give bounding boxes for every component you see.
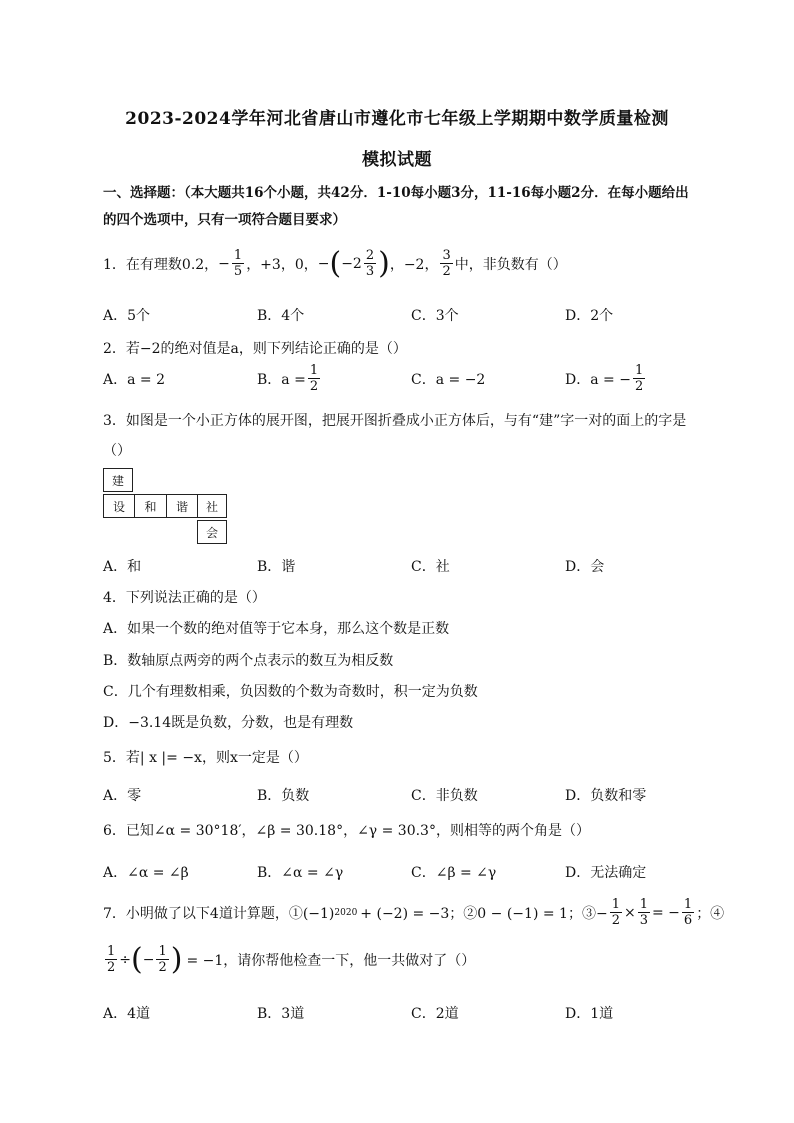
fraction: $\frac{1}{3}$ (639, 897, 648, 928)
option-c[interactable]: C．∠β = ∠γ (411, 865, 497, 881)
option-d[interactable]: D．−3.14既是负数，分数，也是有理数 (103, 715, 354, 731)
fraction: $\frac{1}{2}$ (309, 363, 319, 394)
option-b[interactable]: B．谐 (257, 559, 296, 575)
fraction: $\frac{2}{3}$ (365, 248, 375, 279)
net-face: 社 (197, 494, 227, 518)
question-2-options (103, 363, 723, 394)
fraction: $\frac{1}{2}$ (634, 363, 644, 394)
option-d[interactable]: D．1道 (565, 1006, 614, 1022)
net-face: 谐 (166, 494, 198, 518)
fraction: $\frac{1}{5}$ (233, 248, 243, 279)
question-6-stem: 6．已知∠α = 30°18′，∠β = 30.18°，∠γ = 30.3°，则相等的两个角是（） (103, 823, 590, 839)
net-face: 设 (103, 494, 135, 518)
exponent: 2020 (334, 907, 358, 918)
option-c[interactable]: C．2道 (411, 1006, 459, 1022)
net-face: 和 (134, 494, 167, 518)
exam-subtitle: 模拟试题 (362, 150, 432, 170)
fraction: $\frac{1}{2}$ (158, 944, 167, 975)
option-a[interactable]: A．∠α = ∠β (103, 865, 189, 881)
question-5-options (103, 785, 723, 805)
fraction: $\frac{1}{6}$ (683, 897, 693, 928)
cube-net-figure (103, 468, 233, 548)
option-a[interactable]: A．5个 (103, 308, 151, 324)
fraction: $\frac{1}{2}$ (107, 944, 116, 975)
option-d[interactable]: D．2个 (565, 308, 614, 324)
option-c[interactable]: C．3个 (411, 308, 459, 324)
question-7-options (103, 1003, 723, 1023)
exam-title: 2023-2024学年河北省唐山市遵化市七年级上学期期中数学质量检测 (125, 109, 669, 129)
option-b[interactable]: B．∠α = ∠γ (257, 865, 344, 881)
option-c[interactable]: C．几个有理数相乘，负因数的个数为奇数时，积一定为负数 (103, 684, 478, 700)
option-a[interactable]: A．零 (103, 788, 142, 804)
question-2-stem: 2．若−2的绝对值是a，则下列结论正确的是（） (103, 341, 407, 357)
question-7-stem: 7．小明做了以下4道计算题，①(−1) 2020 + (−2) = −3；②0 − (−1) = 1；③− $\frac{1}{2}$ × $\frac{1}{3}$ = − $\frac{1}{6}$ ；④ (103, 897, 725, 928)
question-7-stem-line2: $\frac{1}{2}$ ÷ ( − $\frac{1}{2}$ ) = −1，请你帮他检查一下，他一共做对了（） (107, 941, 476, 977)
option-c[interactable]: C．社 (411, 559, 450, 575)
option-a[interactable]: A．4道 (103, 1006, 151, 1022)
question-4-stem: 4．下列说法正确的是（） (103, 590, 266, 606)
section-heading: 一、选择题：（本大题共16个小题，共42分．1-10每小题3分，11-16每小题2分．在每小题给出的四个选项中，只有一项符合题目要求） (103, 185, 689, 228)
option-b[interactable]: B．负数 (257, 788, 310, 804)
option-b[interactable]: B．a = $\frac{1}{2}$ (257, 363, 319, 394)
question-3-stem: 3．如图是一个小正方体的展开图，把展开图折叠成小正方体后，与有“建”字一对的面上的字是 (103, 413, 687, 429)
option-d[interactable]: D．会 (565, 559, 605, 575)
option-c[interactable]: C．非负数 (411, 788, 478, 804)
fraction: $\frac{3}{2}$ (442, 248, 451, 279)
option-a[interactable]: A．和 (103, 559, 142, 575)
option-a[interactable]: A．a = 2 (103, 371, 165, 388)
question-5-stem: 5．若| x |= −x，则x一定是（） (103, 750, 308, 766)
question-1-options (103, 305, 723, 325)
option-a[interactable]: A．如果一个数的绝对值等于它本身，那么这个数是正数 (103, 621, 450, 637)
option-c[interactable]: C．a = −2 (411, 371, 486, 388)
net-face: 建 (103, 468, 133, 492)
option-b[interactable]: B．4个 (257, 308, 305, 324)
net-face: 会 (197, 520, 227, 544)
question-1-stem: 1．在有理数0.2， − $\frac{1}{5}$ ，+3，0， − ( −2 $\frac{2}{3}$ ) ，−2， $\frac{3}{2}$ 中，非负数有（） (103, 245, 567, 281)
question-6-options (103, 862, 723, 882)
option-b[interactable]: B．3道 (257, 1006, 305, 1022)
option-d[interactable]: D．负数和零 (565, 788, 647, 804)
option-d[interactable]: D．无法确定 (565, 865, 647, 881)
option-b[interactable]: B．数轴原点两旁的两个点表示的数互为相反数 (103, 653, 394, 669)
option-d[interactable]: D．a = − $\frac{1}{2}$ (565, 363, 644, 394)
question-3-paren: （） (103, 443, 131, 459)
question-3-options (103, 556, 723, 576)
fraction: $\frac{1}{2}$ (611, 897, 620, 928)
